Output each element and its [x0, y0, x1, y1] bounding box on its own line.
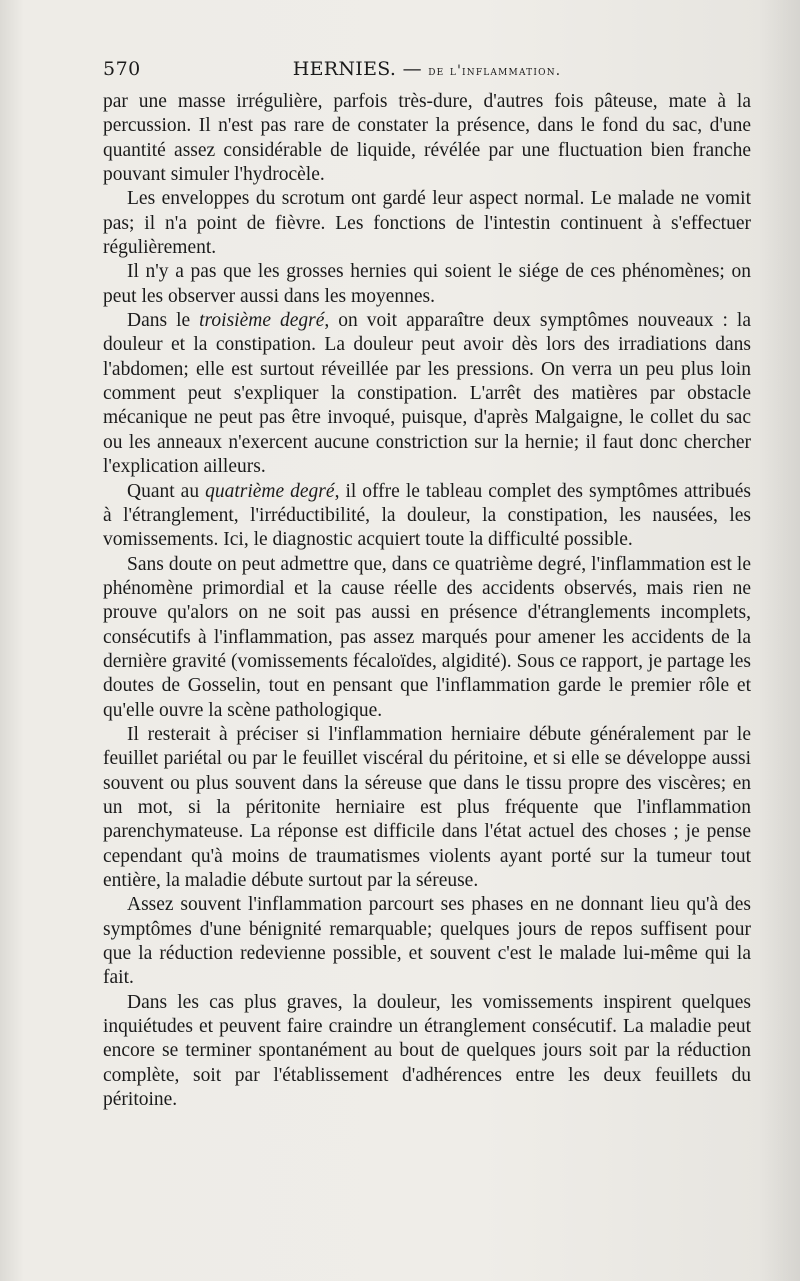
paragraph: Dans les cas plus graves, la douleur, les vomissements inspirent quelques inquiétudes et peuvent faire craindre un étranglement consécutif. La maladie peut encore se terminer spontanément au bout de quelques jours soit par la réduction complète, soit par l'établissement d'adhérences entre les deux feuillets du péritoine.	[103, 991, 751, 1111]
emphasis-term: quatrième degré	[205, 480, 335, 502]
running-title	[103, 58, 751, 80]
paragraph-text: Quant au	[127, 480, 206, 502]
paragraph-text: , il offre le tableau complet des symptômes attribués à l'étranglement, l'irréductibilité, la douleur, la constipation, les nausées, les vomissements. Ici, le diagnostic acquiert toute la difficulté possible.	[103, 480, 752, 551]
emphasis-term: troisième degré	[199, 310, 325, 332]
running-subtitle: de l'inflammation.	[428, 63, 562, 79]
body-text	[103, 90, 751, 1112]
paragraph: Sans doute on peut admettre que, dans ce quatrième degré, l'inflammation est le phénomène primordial et la cause réelle des accidents observés, mais rien ne prouve qu'alors on ne soit pas aussi en présence d'étranglements incomplets, consécutifs à l'inflammation, pas assez marqués pour amener les accidents de la dernière gravité (vomissements fécaloïdes, algidité). Sous ce rapport, je partage les doutes de Gosselin, tout en pensant que l'inflammation garde le premier rôle et qu'elle ouvre la scène pathologique.	[103, 553, 751, 721]
paragraph: Assez souvent l'inflammation parcourt ses phases en ne donnant lieu qu'à des symptômes d'une bénignité remarquable; quelques jours de repos suffisent pour que la réduction redevienne possible, et souvent c'est le malade lui-même qui la fait.	[103, 894, 751, 989]
paragraph: Les enveloppes du scrotum ont gardé leur aspect normal. Le malade ne vomit pas; il n'a point de fièvre. Les fonctions de l'intestin continuent à s'effectuer régulièrement.	[103, 188, 751, 259]
running-header	[103, 58, 751, 86]
paragraph-text: , on voit apparaître deux symptômes nouveaux : la douleur et la constipation. La douleur peut avoir dès lors des irradiations dans l'abdomen; elle est surtout réveillée par les pressions. On verra un peu plus loin comment peut s'expliquer la constipation. L'arrêt des matières par obstacle mécanique ne peut pas être invoqué, puisque, d'après Malgaigne, le collet du sac ou les anneaux n'exercent aucune constriction sur la hernie; il faut donc chercher l'explication ailleurs.	[103, 310, 752, 478]
paragraph: par une masse irrégulière, parfois très-dure, d'autres fois pâteuse, mate à la percussion. Il n'est pas rare de constater la présence, dans le fond du sac, d'une quantité assez considérable de liquide, révélée par une fluctuation bien franche pouvant simuler l'hydrocèle.	[103, 91, 751, 186]
paragraph: Il resterait à préciser si l'inflammation herniaire débute généralement par le feuillet pariétal ou par le feuillet viscéral du péritoine, et si elle se développe aussi souvent ou plus souvent dans la séreuse que dans le tissu propre des viscères; en un mot, si la péritonite herniaire est plus fréquente que l'inflammation parenchymateuse. La réponse est difficile dans l'état actuel des choses ; je pense cependant qu'à moins de traumatismes violents ayant porté sur la tumeur tout entière, la maladie débute surtout par la séreuse.	[103, 723, 751, 891]
running-title-separator: —	[396, 58, 429, 80]
paragraph: Il n'y a pas que les grosses hernies qui soient le siége de ces phénomènes; on peut les observer aussi dans les moyennes.	[103, 261, 751, 307]
paragraph-text: Dans le	[127, 310, 200, 332]
page-number: 570	[103, 58, 141, 80]
paragraph	[103, 480, 751, 553]
running-title-main: HERNIES.	[292, 58, 397, 80]
paragraph	[103, 309, 751, 479]
page-edge-shadow	[758, 0, 800, 1281]
